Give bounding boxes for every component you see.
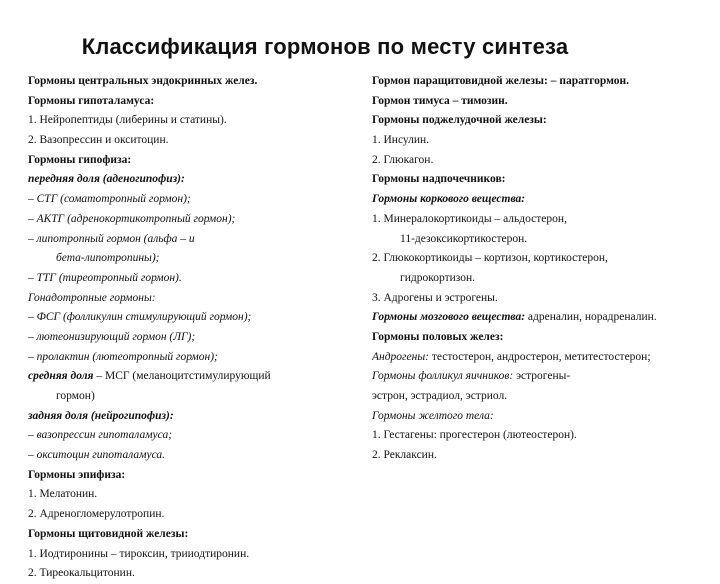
slide-title: Классификация гормонов по месту синтеза — [81, 34, 569, 59]
text-line — [372, 72, 712, 92]
text-line — [28, 387, 358, 407]
text-segment: тестостерон, андростерон, метитестостерон; — [428, 350, 651, 363]
text-segment: Гормоны коркового вещества: — [372, 193, 526, 206]
text-line — [372, 367, 712, 387]
text-segment: 2. Тиреокальцитонин. — [28, 567, 135, 580]
text-segment: средняя доля — [28, 370, 94, 383]
text-segment: 2. Вазопрессин и окситоцин. — [28, 134, 169, 147]
text-segment: Гормоны желтого тела: — [372, 409, 494, 422]
text-segment: – АКТГ (адренокортикотропный гормон); — [28, 212, 236, 225]
text-line — [28, 407, 358, 427]
text-segment: 2. Реклаксин. — [372, 449, 437, 462]
text-line — [372, 387, 712, 407]
text-line — [28, 328, 358, 348]
text-line — [28, 210, 358, 230]
text-line — [28, 92, 358, 112]
text-segment: Гормоны эпифиза: — [28, 468, 126, 481]
text-segment: Гормон тимуса – тимозин. — [372, 94, 508, 107]
text-segment: Гормоны поджелудочной железы: — [372, 114, 547, 127]
text-segment: Гормоны мозгового вещества: — [372, 311, 526, 324]
text-line — [28, 485, 358, 505]
text-segment: Гормоны фолликул яичников: — [372, 370, 514, 383]
text-segment: – МСГ (меланоцитстимулирующий — [93, 370, 271, 383]
text-segment: гидрокортизон. — [400, 271, 476, 284]
text-segment: 2. Глюкокортикоиды – кортизон, кортикостерон, — [372, 252, 608, 265]
text-segment: Андрогены: — [372, 350, 429, 363]
text-line — [28, 269, 358, 289]
text-line — [28, 348, 358, 368]
text-line — [28, 289, 358, 309]
text-segment: 1. Мелатонин. — [28, 488, 98, 501]
text-segment: 11-дезоксикортикостерон. — [400, 232, 528, 245]
text-line — [372, 170, 712, 190]
text-segment: бета-липотропины); — [56, 252, 160, 265]
text-segment: Гормоны надпочечников: — [372, 173, 506, 186]
text-line — [372, 230, 712, 250]
text-segment: эстрогены- — [513, 370, 571, 383]
text-segment: Гормоны гипоталамуса: — [28, 94, 155, 107]
text-segment: эстрон, эстрадиол, эстриол. — [372, 390, 508, 402]
text-segment: – окситоцин гипоталамуса. — [28, 449, 166, 462]
text-segment: – СТГ (соматотропный гормон); — [28, 193, 191, 206]
text-segment: 1. Нейропептиды (либерины и статины). — [28, 114, 227, 127]
text-segment: Гормоны гипофиза: — [28, 153, 132, 166]
text-line — [372, 308, 712, 328]
text-segment: адреналин, норадреналин. — [525, 311, 657, 324]
text-segment: 1. Минералокортикоиды – альдостерон, — [372, 212, 567, 225]
text-segment: – ФСГ (фолликулин стимулирующий гормон); — [28, 311, 252, 324]
text-line — [28, 505, 358, 525]
text-line — [28, 446, 358, 466]
text-line — [28, 367, 358, 387]
text-line — [372, 131, 712, 151]
text-line — [372, 210, 712, 230]
text-segment: – пролактин (лютеотропный гормон); — [28, 350, 218, 363]
text-line — [28, 525, 358, 545]
text-line — [372, 269, 712, 289]
text-segment: Гормоны половых желез: — [372, 330, 504, 343]
text-line — [28, 230, 358, 250]
text-line — [28, 131, 358, 151]
text-segment: Гормоны центральных эндокринных желез. — [28, 75, 258, 87]
text-line — [28, 190, 358, 210]
text-segment: 3. Адрогены и эстрогены. — [372, 291, 498, 304]
text-line — [372, 151, 712, 171]
text-line — [28, 426, 358, 446]
text-line — [372, 190, 712, 210]
text-segment: 1. Иодтиронины – тироксин, трииодтиронин. — [28, 547, 250, 560]
text-line — [372, 111, 712, 131]
text-segment: Гормоны щитовидной железы: — [28, 527, 189, 540]
text-line — [28, 564, 358, 584]
text-line — [28, 151, 358, 171]
text-segment: гормон) — [56, 390, 95, 402]
text-line — [28, 545, 358, 565]
text-segment: 1. Инсулин. — [372, 134, 430, 147]
text-segment: 2. Адреногломерулотропин. — [28, 508, 165, 521]
left-column — [28, 72, 358, 584]
text-segment: передняя доля (аденогипофиз): — [28, 173, 185, 186]
text-line — [372, 289, 712, 309]
text-line — [372, 328, 712, 348]
text-segment: задняя доля (нейрогипофиз): — [28, 409, 174, 422]
text-segment: – липотропный гормон (альфа – и — [28, 232, 195, 245]
text-line — [372, 348, 712, 368]
text-segment: Гонадотропные гормоны: — [28, 291, 156, 304]
text-line — [28, 72, 358, 92]
text-line — [28, 249, 358, 269]
text-segment: – ТТГ (тиреотропный гормон). — [28, 271, 182, 284]
text-line — [28, 170, 358, 190]
text-line — [28, 308, 358, 328]
text-line — [372, 446, 712, 466]
text-line — [372, 92, 712, 112]
right-column — [372, 72, 712, 466]
text-segment: Гормон паращитовидной железы: – паратгормон. — [372, 75, 630, 87]
text-segment: 2. Глюкагон. — [372, 153, 434, 166]
text-segment: – вазопрессин гипоталамуса; — [28, 429, 173, 442]
text-line — [372, 426, 712, 446]
text-segment: 1. Гестагены: прогестерон (лютеостерон). — [372, 429, 577, 442]
text-line — [372, 407, 712, 427]
text-line — [28, 111, 358, 131]
text-line — [28, 466, 358, 486]
text-line — [372, 249, 712, 269]
text-segment: – лютеонизирующий гормон (ЛГ); — [28, 330, 196, 343]
